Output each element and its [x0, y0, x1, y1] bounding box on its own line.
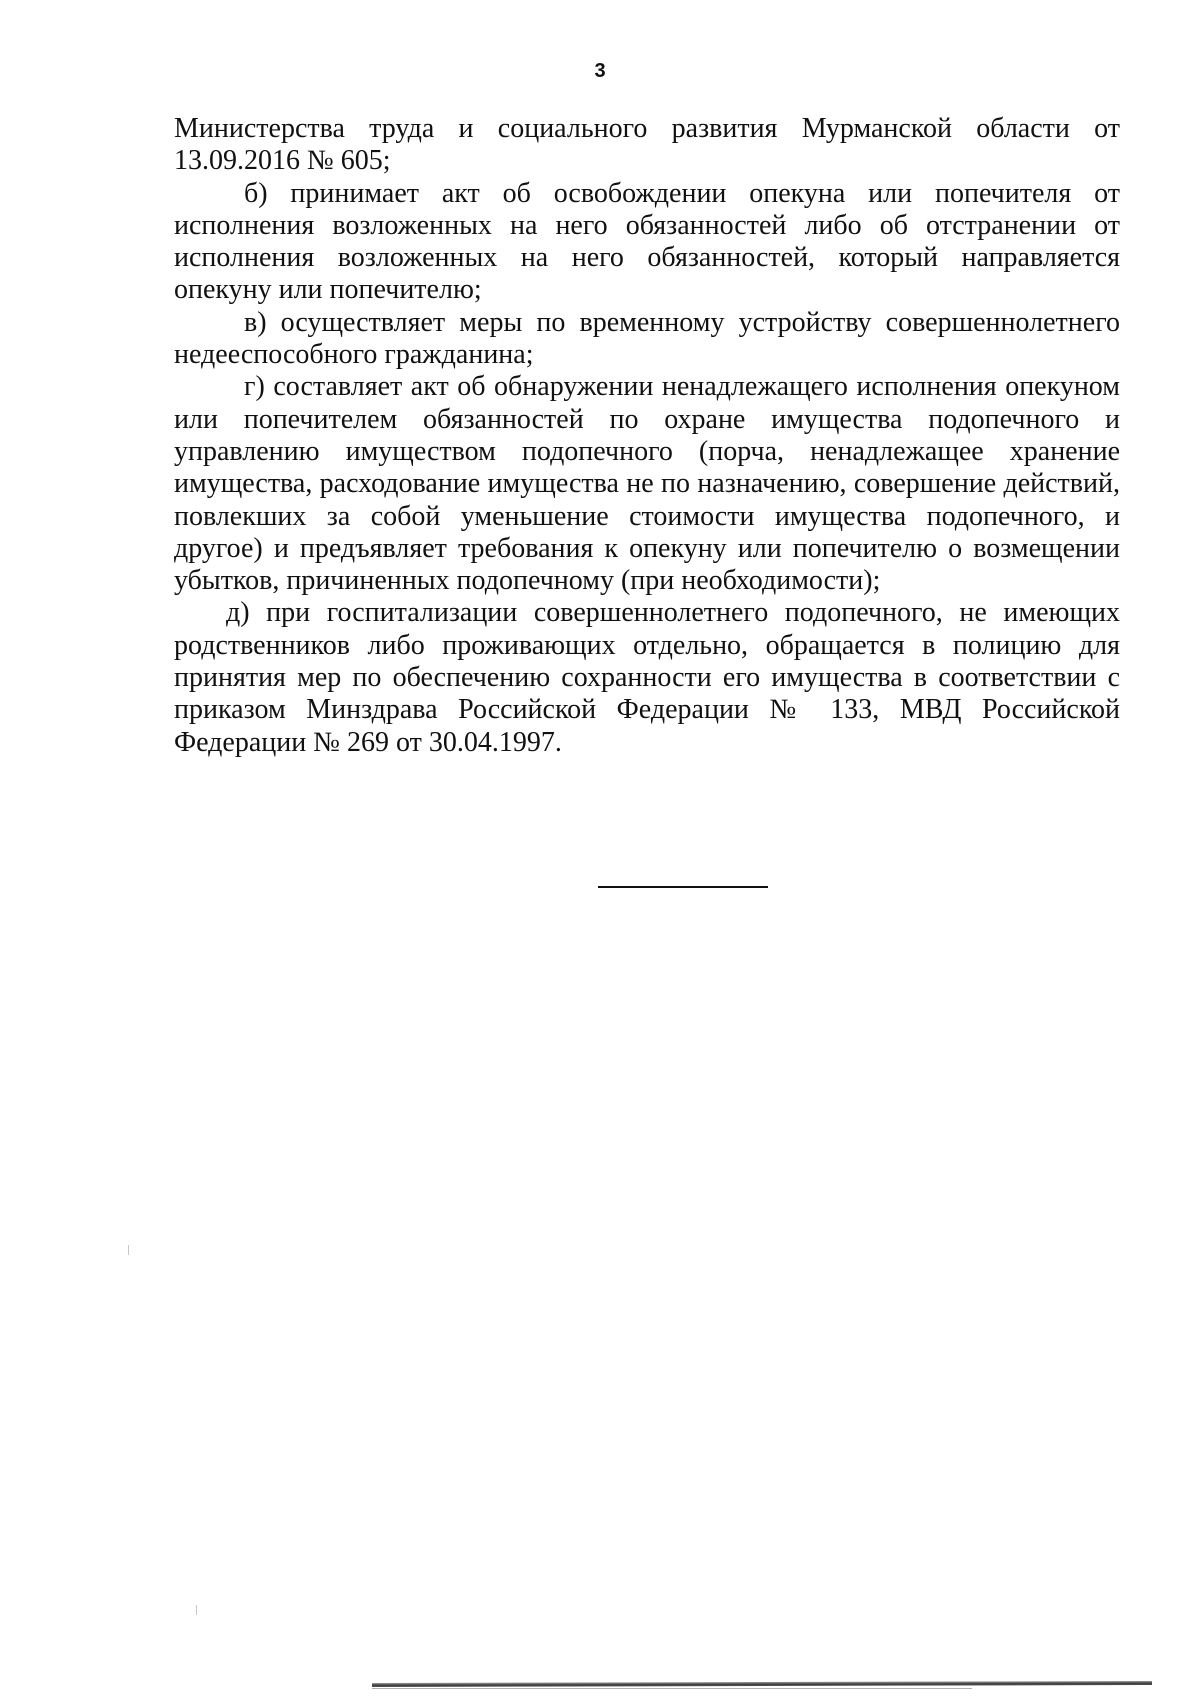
paragraph-item-d: д) при госпитализации совершеннолетнего подопечного, не имеющих родственников либо проживающих отдельно, обращается в полицию для принятия мер по обеспечению сохранности его имущества в соответствии с приказом Минздрава Российской Федерации № 133, МВД Российской Федерации № 269 от 30.04.1997. [174, 597, 1120, 758]
scan-bottom-edge [372, 1681, 1152, 1687]
paragraph-continuation: Министерства труда и социального развития Мурманской области от 13.09.2016 № 605; [174, 113, 1120, 177]
scan-bottom-edge-shadow [372, 1688, 972, 1689]
paragraph-item-v: в) осуществляет меры по временному устройству совершеннолетнего недееспособного гражданина; [174, 306, 1120, 371]
paragraph-item-g: г) составляет акт об обнаружении ненадлежащего исполнения опекуном или попечителем обязанностей по охране имущества подопечного и управлению имуществом подопечного (порча, ненадлежащее хранение имущества, расходование имущества не по назначению, совершение действий, повлекших за собой уменьшение стоимости имущества подопечного, и другое) и предъявляет требования к опекуну или попечителю о возмещении убытков, причиненных подопечному (при необходимости); [174, 371, 1120, 597]
document-body [174, 113, 1120, 759]
scan-artifact-mark [196, 1605, 197, 1615]
paragraph-item-b: б) принимает акт об освобождении опекуна или попечителя от исполнения возложенных на него обязанностей либо об отстранении от исполнения возложенных на него обязанностей, который направляется опекуну или попечителю; [174, 177, 1120, 306]
page-number: 3 [594, 60, 606, 82]
end-of-document-rule [598, 886, 768, 888]
scan-artifact-mark [128, 1245, 129, 1255]
